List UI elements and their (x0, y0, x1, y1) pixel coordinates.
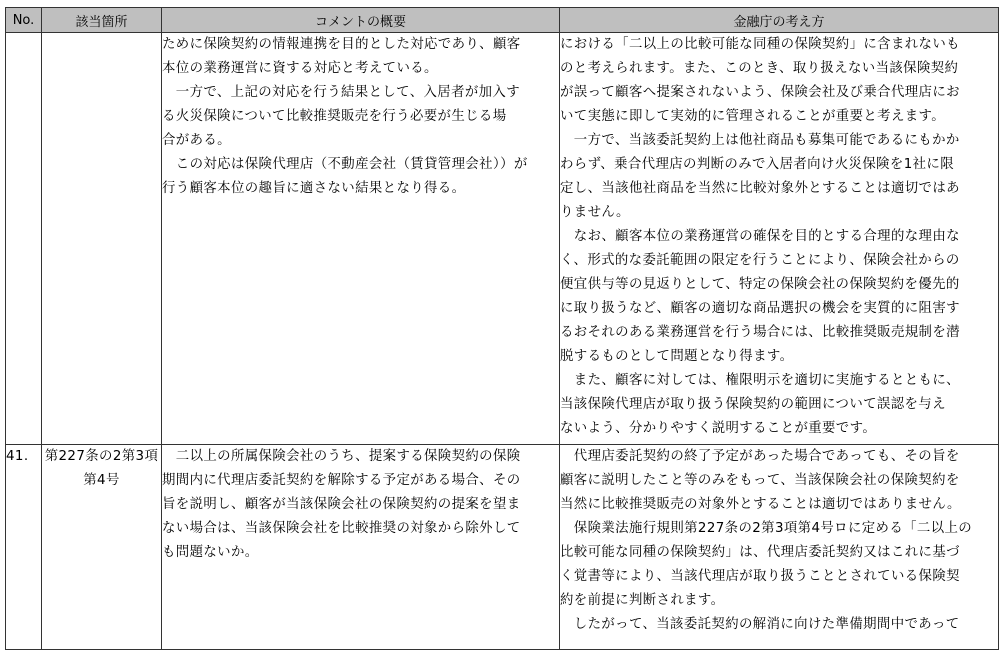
row-number-text: 41. (6, 449, 29, 464)
comment-line: この対応は保険代理店（不動産会社（賃貸管理会社））が (162, 157, 528, 172)
row-answer (560, 445, 999, 650)
answer-line: いて実態に即して実効的に管理されることが重要と考えます。 (560, 109, 946, 124)
comment-line: 期間内に代理店委託契約を解除する予定がある場合、その (162, 473, 521, 488)
table-row (6, 445, 999, 650)
answer-line: 顧客に説明したこと等のみをもって、当該保険会社の保険契約を (560, 473, 960, 488)
header-comment: コメントの概要 (162, 8, 560, 33)
comment-line: 旨を説明し、顧客が当該保険会社の保険契約の提案を望ま (162, 497, 521, 512)
answer-line: ないよう、分かりやすく説明することが重要です。 (560, 421, 877, 436)
header-answer: 金融庁の考え方 (560, 8, 999, 33)
answer-line: また、顧客に対しては、権限明示を適切に実施するとともに、 (560, 373, 960, 388)
answer-line: したがって、当該委託契約の解消に向けた準備期間中であって (560, 617, 960, 632)
row-comment (162, 445, 560, 650)
comment-line: ために保険契約の情報連携を目的とした対応であり、顧客 (162, 37, 521, 52)
answer-line: 当該保険代理店が取り扱う保険契約の範囲について誤認を与え (560, 397, 946, 412)
row-number (6, 33, 42, 445)
row-section (42, 33, 162, 445)
answer-line: るおそれのある業務運営を行う場合には、比較推奨販売規制を潜 (560, 325, 960, 340)
answer-line: りません。 (560, 205, 630, 220)
header-section: 該当箇所 (42, 8, 162, 33)
answer-line: わらず、乗合代理店の判断のみで入居者向け火災保険を1社に限 (560, 157, 954, 172)
answer-line: 定し、当該他社商品を当然に比較対象外とすることは適切ではあ (560, 181, 960, 196)
table-row (6, 33, 999, 445)
answer-line: に取り扱うなど、顧客の適切な商品選択の機会を実質的に阻害す (560, 301, 960, 316)
comment-line: る火災保険について比較推奨販売を行う必要が生じる場 (162, 109, 507, 124)
comment-line: 合がある。 (162, 133, 231, 148)
comments-table (5, 7, 999, 650)
answer-line: における「二以上の比較可能な同種の保険契約」に含まれないも (560, 37, 960, 52)
answer-line: 約を前提に判断されます。 (560, 593, 725, 608)
answer-line: く、形式的な委託範囲の限定を行うことにより、保険会社からの (560, 253, 960, 268)
comment-line: も問題ないか。 (162, 545, 259, 560)
row-comment (162, 33, 560, 445)
answer-line: 比較可能な同種の保険契約」は、代理店委託契約又はこれに基づ (560, 545, 960, 560)
comment-line: ない場合は、当該保険会社を比較推奨の対象から除外して (162, 521, 521, 536)
answer-line: が誤って顧客へ提案されないよう、保険会社及び乗合代理店にお (560, 85, 960, 100)
comment-line: 本位の業務運営に資する対応と考えている。 (162, 61, 438, 76)
comment-line: 一方で、上記の対応を行う結果として、入居者が加入す (162, 85, 521, 100)
answer-line: 保険業法施行規則第227条の2第3項第4号ロに定める「二以上の (560, 521, 973, 536)
row-answer (560, 33, 999, 445)
row-section (42, 445, 162, 650)
answer-line: 便宜供与等の見返りとして、特定の保険会社の保険契約を優先的 (560, 277, 960, 292)
header-row (6, 8, 999, 33)
answer-line: 一方で、当該委託契約上は他社商品も募集可能であるにもかか (560, 133, 960, 148)
answer-line: 代理店委託契約の終了予定があった場合であっても、その旨を (560, 449, 960, 464)
header-no: No. (6, 8, 42, 33)
answer-line: のと考えられます。また、このとき、取り扱えない当該保険契約 (560, 61, 959, 76)
comment-line: 行う顧客本位の趣旨に適さない結果となり得る。 (162, 181, 466, 196)
answer-line: なお、顧客本位の業務運営の確保を目的とする合理的な理由な (560, 229, 960, 244)
section-line: 第227条の2第3項 (44, 449, 159, 464)
row-number (6, 445, 42, 650)
answer-line: 当然に比較推奨販売の対象外とすることは適切ではありません。 (560, 497, 961, 512)
answer-line: く覚書等により、当該代理店が取り扱うこととされている保険契 (560, 569, 960, 584)
answer-line: 脱するものとして問題となり得ます。 (560, 349, 794, 364)
section-line: 第4号 (83, 473, 120, 488)
comment-line: 二以上の所属保険会社のうち、提案する保険契約の保険 (162, 449, 521, 464)
